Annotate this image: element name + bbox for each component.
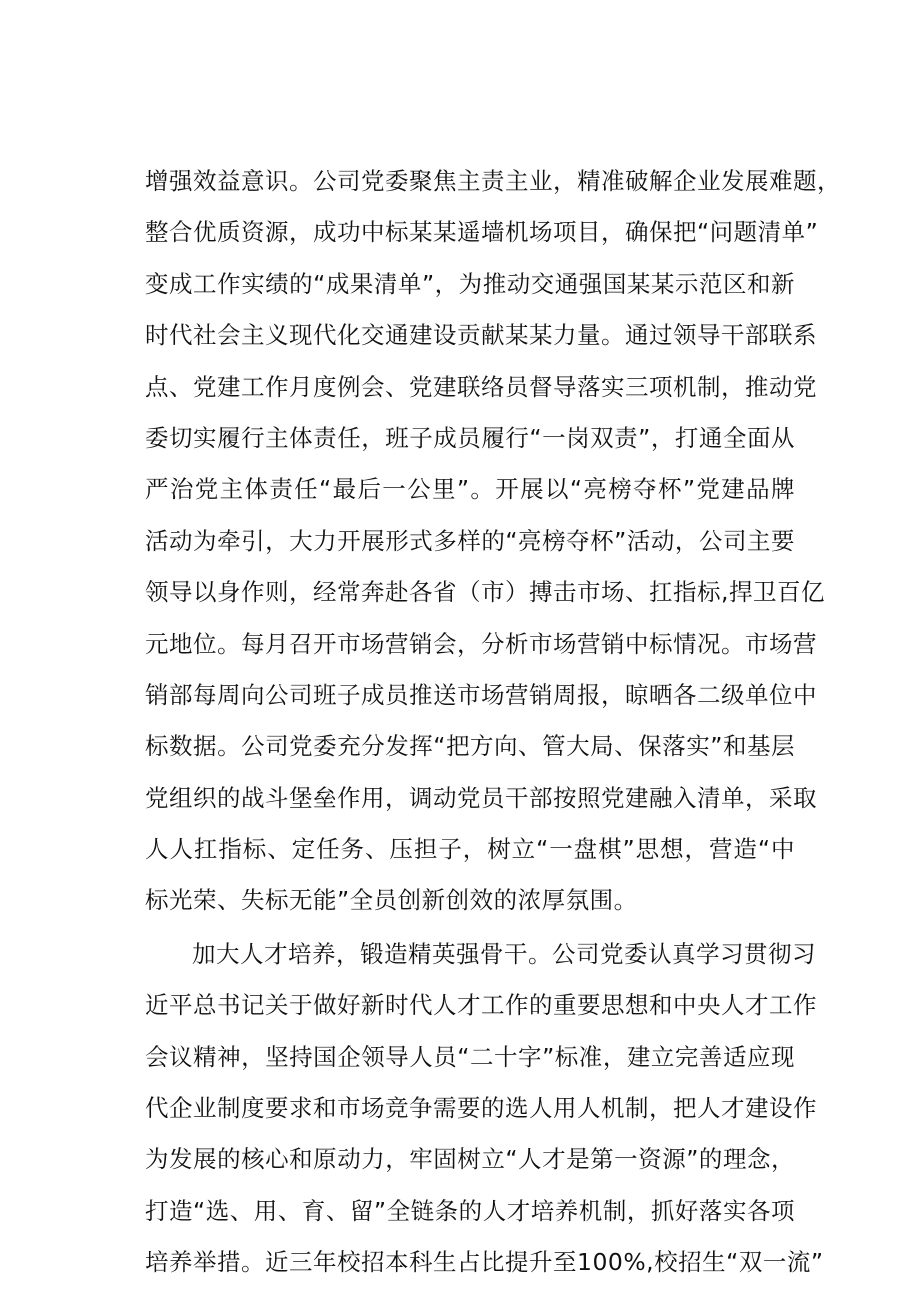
text-line: 加大人才培养，锻造精英强骨干。公司党委认真学习贯彻习 bbox=[192, 939, 816, 968]
text-line: 代企业制度要求和市场竞争需要的选人用人机制，把人才建设作 bbox=[145, 1094, 817, 1123]
text-line: 整合优质资源，成功中标某某遥墙机场项目，确保把“问题清单” bbox=[145, 218, 819, 247]
text-line: 打造“选、用、育、留”全链条的人才培养机制，抓好落实各项 bbox=[145, 1196, 795, 1225]
text-line: 活动为牵引，大力开展形式多样的“亮榜夺杯”活动，公司主要 bbox=[145, 526, 795, 555]
text-line: 培养举措。近三年校招本科生占比提升至100%,校招生“双一流” bbox=[145, 1248, 824, 1277]
text-line: 标光荣、失标无能”全员创新创效的浓厚氛围。 bbox=[145, 886, 638, 915]
text-line: 党组织的战斗堡垒作用，调动党员干部按照党建融入清单，采取 bbox=[145, 783, 817, 812]
text-line: 委切实履行主体责任，班子成员履行“一岗双责”，打通全面从 bbox=[145, 423, 795, 452]
text-line: 为发展的核心和原动力，牢固树立“人才是第一资源”的理念， bbox=[145, 1145, 795, 1174]
document-body bbox=[145, 156, 841, 1289]
text-line: 变成工作实绩的“成果清单”，为推动交通强国某某示范区和新 bbox=[145, 269, 795, 298]
text-line: 会议精神，坚持国企领导人员“二十字”标准，建立完善适应现 bbox=[145, 1042, 795, 1071]
paragraph-2 bbox=[145, 929, 824, 1289]
text-line: 严治党主体责任“最后一公里”。开展以“亮榜夺杯”党建品牌 bbox=[145, 475, 795, 504]
text-line: 时代社会主义现代化交通建设贡献某某力量。通过领导干部联系 bbox=[145, 321, 817, 350]
text-line: 增强效益意识。公司党委聚焦主责主业，精准破解企业发展难题， bbox=[145, 167, 841, 195]
text-line: 近平总书记关于做好新时代人才工作的重要思想和中央人才工作 bbox=[145, 991, 817, 1020]
text-line: 人人扛指标、定任务、压担子，树立“一盘棋”思想，营造“中 bbox=[145, 835, 795, 864]
text-line: 领导以身作则，经常奔赴各省（市）搏击市场、扛指标,捍卫百亿 bbox=[145, 578, 825, 607]
paragraph-1 bbox=[145, 156, 841, 927]
text-line: 点、党建工作月度例会、党建联络员督导落实三项机制，推动党 bbox=[145, 372, 817, 401]
text-line: 标数据。公司党委充分发挥“把方向、管大局、保落实”和基层 bbox=[145, 732, 795, 761]
text-line: 元地位。每月召开市场营销会，分析市场营销中标情况。市场营 bbox=[145, 629, 817, 658]
text-line: 销部每周向公司班子成员推送市场营销周报，晾晒各二级单位中 bbox=[145, 680, 817, 709]
